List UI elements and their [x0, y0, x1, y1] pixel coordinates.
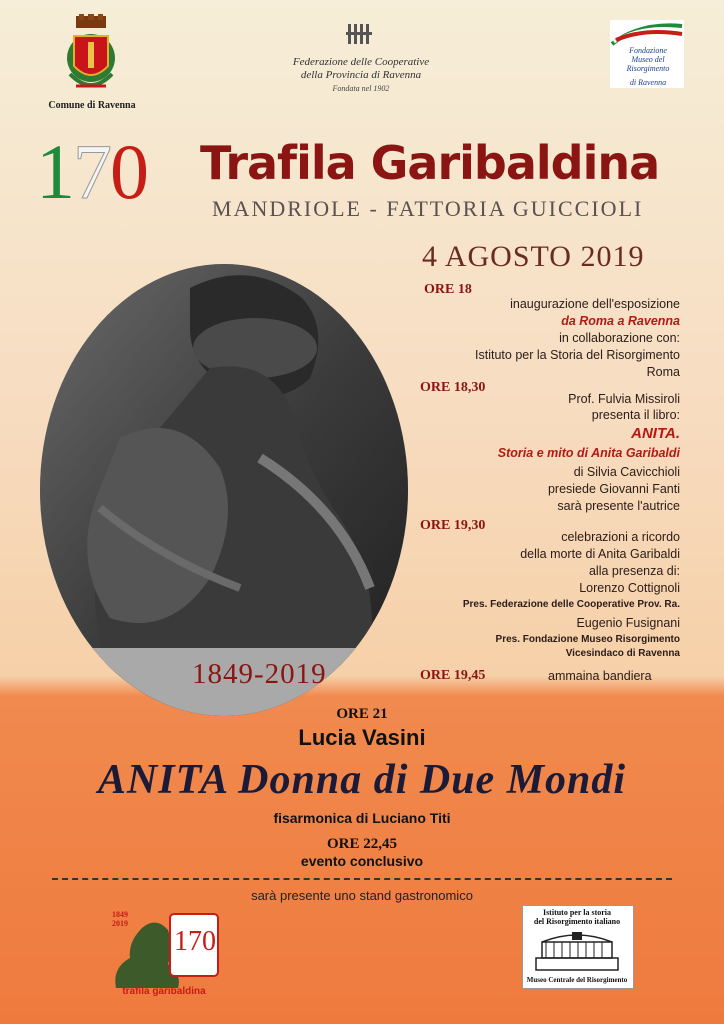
- program-time: ORE 19,45: [420, 668, 486, 683]
- program-line: della morte di Anita Garibaldi: [520, 547, 680, 561]
- anniversary-number: [36, 128, 147, 215]
- logo-caption: trafila garibaldina: [122, 986, 206, 997]
- program-line: Eugenio Fusignani: [576, 616, 680, 630]
- program-line: presiede Giovanni Fanti: [547, 482, 680, 496]
- vittoriano-monument-icon: [532, 928, 622, 972]
- show-title: ANITA Donna di Due Mondi: [97, 757, 627, 803]
- federazione-founded: Fondata nel 1902: [332, 84, 390, 93]
- digit-3: 0: [110, 128, 147, 215]
- program-line: inaugurazione dell'esposizione: [510, 297, 680, 311]
- logo-year-1: 1849: [112, 910, 128, 919]
- performer-name: Lucia Vasini: [298, 725, 426, 750]
- logo-years: [112, 910, 128, 928]
- istituto-name: [526, 908, 628, 926]
- program-line: Lorenzo Cottignoli: [579, 581, 680, 595]
- closing-time: ORE 22,45: [326, 836, 397, 852]
- ravenna-coat-of-arms-icon: [62, 14, 120, 98]
- fondazione-line-2: Museo del: [631, 55, 665, 64]
- event-title: Trafila Garibaldina: [200, 136, 660, 190]
- istituto-line-1: Istituto per la storia: [542, 908, 612, 917]
- comune-label: Comune di Ravenna: [48, 100, 136, 111]
- program-line: da Roma a Ravenna: [561, 314, 680, 328]
- federazione-logo-icon: [346, 22, 372, 46]
- closing-label: evento conclusivo: [300, 853, 424, 869]
- program-line: Vicesindaco di Ravenna: [565, 648, 680, 659]
- logo-year-2: 2019: [112, 919, 128, 928]
- federazione-line-2: della Provincia di Ravenna: [300, 69, 422, 81]
- program-line: sarà presente l'autrice: [557, 499, 680, 513]
- fondazione-line-3: Risorgimento: [626, 64, 670, 73]
- music-credit: fisarmonica di Luciano Titi: [273, 810, 451, 826]
- program-time: ORE 19,30: [420, 518, 486, 533]
- tricolor-swoosh-icon: [610, 20, 684, 46]
- program-time: ORE 18: [424, 282, 472, 297]
- event-date: 4 AGOSTO 2019: [422, 240, 645, 273]
- trafila-logo: [112, 908, 220, 988]
- program-line: alla presenza di:: [588, 564, 680, 578]
- program-line: in collaborazione con:: [559, 331, 680, 345]
- federazione-name: [276, 56, 446, 82]
- program-time: ORE 18,30: [420, 380, 486, 395]
- istituto-line-2: del Risorgimento italiano: [533, 917, 621, 926]
- fondazione-line-1: Fondazione: [629, 46, 667, 55]
- museo-label: Museo Centrale del Risorgimento: [526, 976, 628, 984]
- digit-2: 7: [73, 128, 110, 215]
- dotted-divider: [52, 878, 672, 880]
- program-line: Roma: [646, 365, 680, 379]
- program-line: ANITA.: [631, 425, 680, 442]
- digit-1: 1: [36, 128, 73, 215]
- logo-number: 170: [174, 926, 216, 957]
- fondazione-city: di Ravenna: [629, 78, 667, 87]
- years-label: 1849-2019: [192, 658, 327, 690]
- event-subtitle: MANDRIOLE - FATTORIA GUICCIOLI: [212, 196, 644, 221]
- stand-note: sarà presente uno stand gastronomico: [251, 888, 473, 903]
- program-line: di Silvia Cavicchioli: [573, 465, 680, 479]
- program-line: presenta il libro:: [591, 408, 680, 422]
- program-line: Storia e mito di Anita Garibaldi: [497, 446, 680, 460]
- federazione-line-1: Federazione delle Cooperative: [292, 56, 430, 68]
- garibaldi-anita-statue-photo: [40, 258, 428, 718]
- show-time: ORE 21: [336, 706, 388, 722]
- program-line: Istituto per la Storia del Risorgimento: [475, 348, 680, 362]
- program-line: Pres. Fondazione Museo Risorgimento: [495, 634, 680, 645]
- program-line: Prof. Fulvia Missiroli: [568, 392, 680, 406]
- fondazione-name: [616, 46, 680, 73]
- program-line: Pres. Federazione delle Cooperative Prov. Ra.: [462, 599, 680, 610]
- program-line: ammaina bandiera: [548, 669, 652, 683]
- program-line: celebrazioni a ricordo: [561, 530, 680, 544]
